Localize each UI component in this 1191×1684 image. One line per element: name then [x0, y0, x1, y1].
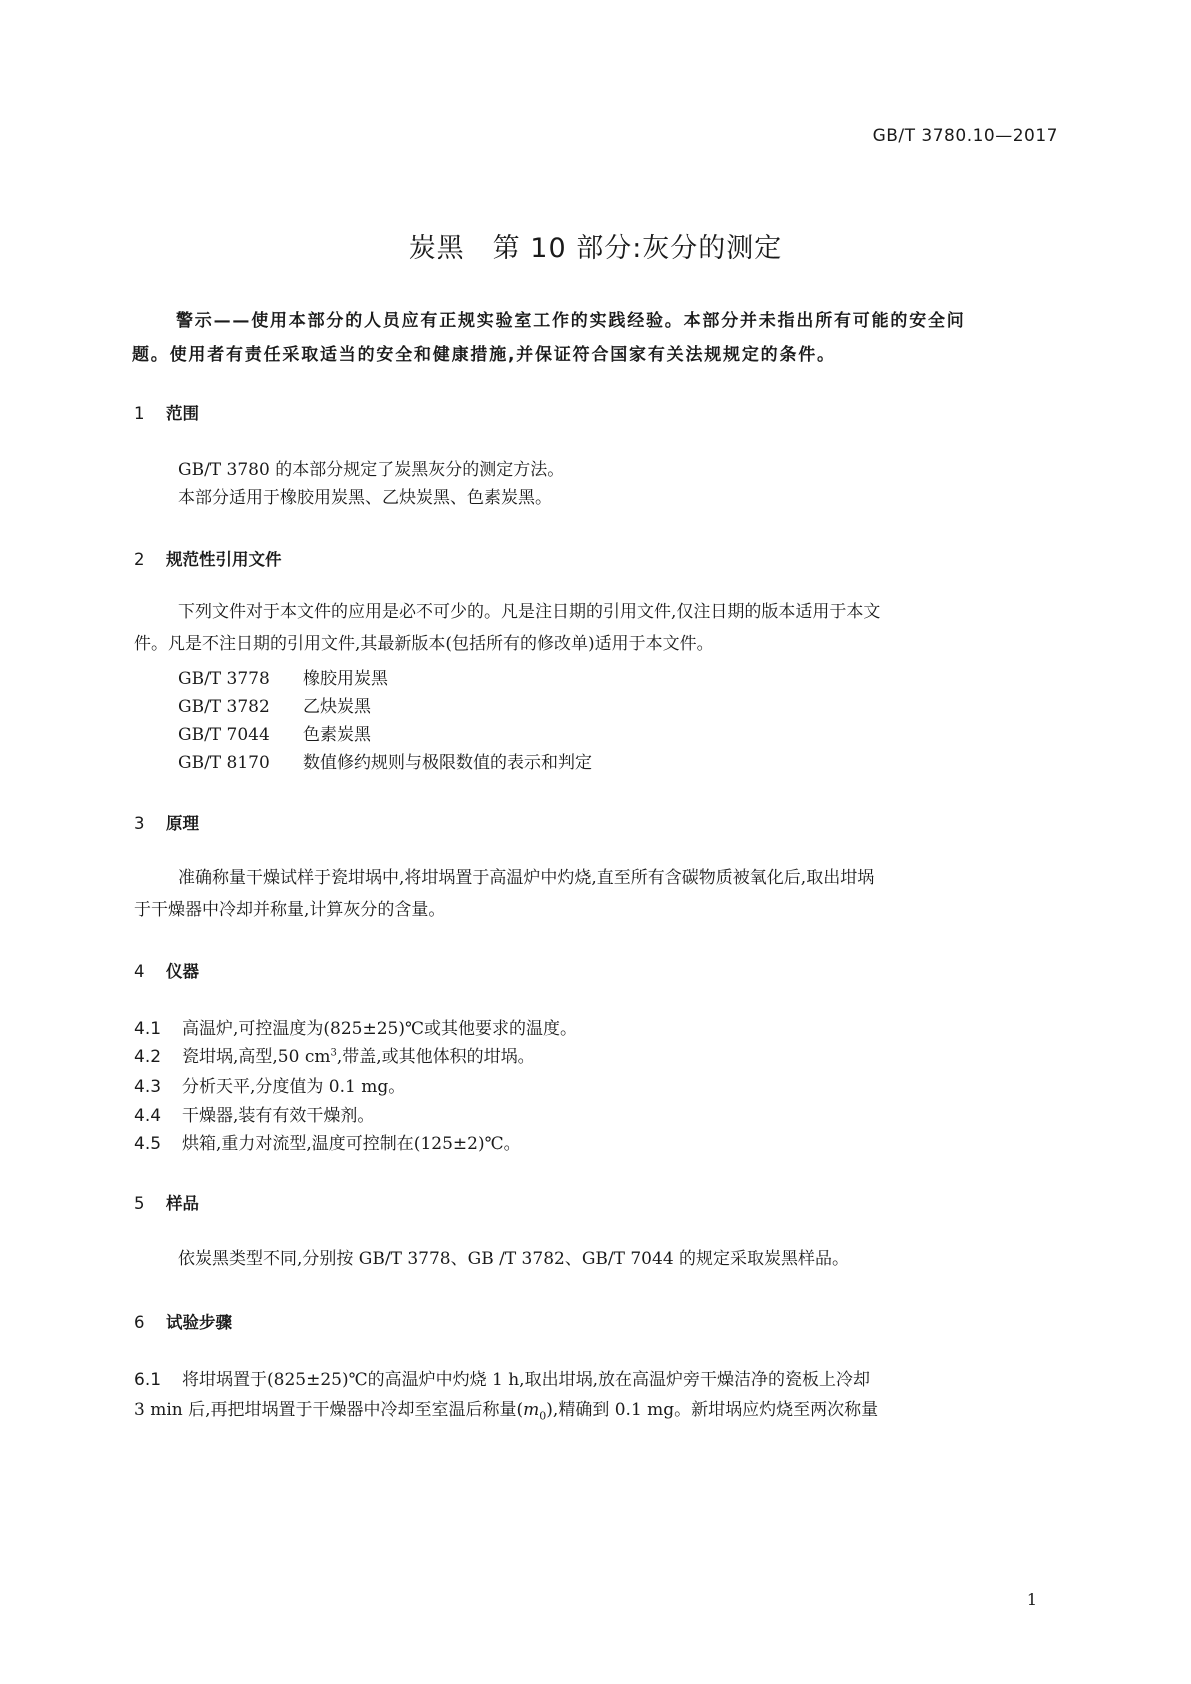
section-title: 试验步骤	[166, 1313, 232, 1332]
reference-name: 色素炭黑	[303, 725, 371, 745]
section-title: 样品	[166, 1194, 199, 1213]
paragraph-line: 下列文件对于本文件的应用是必不可少的。凡是注日期的引用文件,仅注日期的版本适用于本文	[178, 602, 881, 622]
paragraph: GB/T 3780 的本部分规定了炭黑灰分的测定方法。	[178, 460, 565, 480]
section-number: 3	[134, 814, 145, 833]
variable: m	[523, 1400, 540, 1420]
section-number: 1	[134, 404, 145, 423]
warning-line: 警示——使用本部分的人员应有正规实验室工作的实践经验。本部分并未指出所有可能的安全问	[176, 311, 966, 331]
item-number: 6.1	[134, 1370, 162, 1390]
section-heading	[134, 1309, 232, 1333]
section-title: 规范性引用文件	[166, 550, 282, 569]
section-number: 4	[134, 962, 145, 981]
section-number: 5	[134, 1194, 145, 1213]
list-item	[134, 1014, 577, 1039]
reference-name: 乙炔炭黑	[303, 697, 371, 717]
paragraph-line: 于干燥器中冷却并称量,计算灰分的含量。	[134, 900, 446, 920]
reference-item	[178, 692, 371, 717]
reference-code: GB/T 3778	[178, 669, 270, 689]
section-heading	[134, 958, 199, 982]
item-number: 4.4	[134, 1106, 162, 1126]
warning-block	[132, 304, 1058, 372]
paragraph: 本部分适用于橡胶用炭黑、乙炔炭黑、色素炭黑。	[178, 488, 552, 508]
item-text: 干燥器,装有有效干燥剂。	[182, 1106, 375, 1126]
reference-name: 数值修约规则与极限数值的表示和判定	[303, 753, 592, 773]
list-item	[134, 1129, 521, 1154]
subscript: 0	[539, 1409, 547, 1423]
item-number: 4.1	[134, 1019, 162, 1039]
reference-item	[178, 748, 592, 773]
reference-item	[178, 664, 388, 689]
section-title: 范围	[166, 404, 199, 423]
item-number: 4.5	[134, 1134, 162, 1154]
item-text: ,带盖,或其他体积的坩埚。	[336, 1047, 535, 1067]
section-heading	[134, 546, 282, 570]
item-number: 4.3	[134, 1077, 162, 1097]
list-item	[134, 1101, 374, 1126]
superscript: 3	[330, 1047, 337, 1059]
paragraph: 依炭黑类型不同,分别按 GB/T 3778、GB /T 3782、GB/T 7044 的规定采取炭黑样品。	[178, 1249, 850, 1269]
section-heading	[134, 810, 199, 834]
paragraph-line: 件。凡是不注日期的引用文件,其最新版本(包括所有的修改单)适用于本文件。	[134, 634, 714, 654]
paragraph	[134, 596, 1058, 660]
section-title: 仪器	[166, 962, 199, 981]
reference-item	[178, 720, 371, 745]
item-text: 瓷坩埚,高型,50 cm	[182, 1047, 331, 1067]
paragraph-line: 准确称量干燥试样于瓷坩埚中,将坩埚置于高温炉中灼烧,直至所有含碳物质被氧化后,取出坩埚	[178, 868, 875, 888]
section-heading	[134, 1190, 199, 1214]
item-text: ),精确到 0.1 mg。新坩埚应灼烧至两次称量	[546, 1400, 879, 1420]
section-number: 6	[134, 1313, 145, 1332]
page-number: 1	[1026, 1590, 1037, 1609]
warning-line: 题。使用者有责任采取适当的安全和健康措施,并保证符合国家有关法规规定的条件。	[132, 345, 836, 365]
item-text: 将坩埚置于(825±25)℃的高温炉中灼烧 1 h,取出坩埚,放在高温炉旁干燥洁净的瓷板上冷却	[182, 1370, 870, 1390]
section-number: 2	[134, 550, 145, 569]
item-text: 3 min 后,再把坩埚置于干燥器中冷却至室温后称量(	[134, 1400, 524, 1420]
reference-code: GB/T 7044	[178, 725, 270, 745]
standard-number: GB/T 3780.10—2017	[872, 126, 1058, 146]
item-text: 烘箱,重力对流型,温度可控制在(125±2)℃。	[182, 1134, 521, 1154]
item-text: 高温炉,可控温度为(825±25)℃或其他要求的温度。	[182, 1019, 578, 1039]
list-item	[134, 1042, 535, 1067]
reference-code: GB/T 3782	[178, 697, 270, 717]
paragraph	[134, 862, 1058, 926]
reference-name: 橡胶用炭黑	[303, 669, 388, 689]
item-text: 分析天平,分度值为 0.1 mg。	[182, 1077, 406, 1097]
list-item	[134, 1072, 405, 1097]
paragraph-line	[134, 1395, 878, 1422]
reference-code: GB/T 8170	[178, 753, 270, 773]
list-item	[134, 1365, 870, 1390]
item-number: 4.2	[134, 1047, 162, 1067]
page-title: 炭黑 第 10 部分:灰分的测定	[408, 233, 783, 264]
section-heading	[134, 400, 199, 424]
section-title: 原理	[166, 814, 199, 833]
